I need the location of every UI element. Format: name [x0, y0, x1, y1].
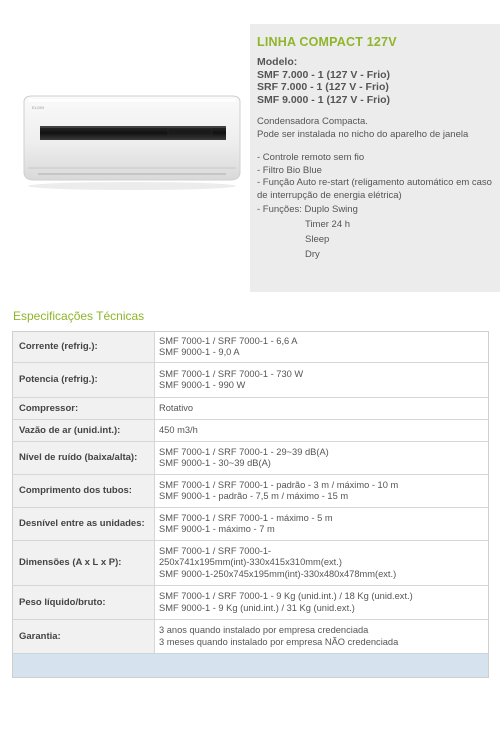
table-row — [13, 442, 489, 475]
table-footer-cell — [13, 654, 489, 678]
description-line: Condensadora Compacta. — [257, 116, 368, 127]
spec-label: Compressor: — [13, 398, 155, 420]
spec-value — [155, 620, 489, 654]
specs-title: Especificações Técnicas — [13, 309, 145, 323]
table-row — [13, 620, 489, 654]
spec-label: Garantia: — [13, 620, 155, 654]
spec-label: Corrente (refrig.): — [13, 332, 155, 363]
spec-line: 3 meses quando instalado por empresa NÃO credenciada — [159, 636, 399, 647]
spec-line: SMF 7000-1 / SRF 7000-1 - padrão - 3 m / máximo - 10 m — [159, 479, 399, 490]
feature-item: - Filtro Bio Blue — [257, 164, 322, 176]
functions-list — [257, 202, 500, 262]
model-item: SRF 7.000 - 1 (127 V - Frio) — [257, 81, 389, 93]
function-item: Sleep — [305, 234, 330, 245]
description-line: Pode ser instalada no nicho do aparelho de janela — [257, 128, 469, 140]
table-row — [13, 420, 489, 442]
spec-line: SMF 7000-1 / SRF 7000-1 - 29~39 dB(A) — [159, 446, 329, 457]
spec-line: SMF 9000-1 - 30~39 dB(A) — [159, 458, 271, 468]
feature-list — [257, 152, 500, 202]
spec-value — [155, 398, 489, 420]
table-row — [13, 586, 489, 620]
spec-line: SMF 9000-1 - 990 W — [159, 380, 246, 390]
spec-line: 250x741x195mm(int)-330x415x310mm(ext.) — [159, 557, 342, 568]
function-item: Timer 24 h — [305, 219, 351, 230]
spec-line: 3 anos quando instalado por empresa credenciada — [159, 625, 369, 635]
table-row — [13, 363, 489, 398]
spec-label: Desnível entre as unidades: — [13, 508, 155, 541]
spec-value — [155, 586, 489, 620]
functions-label: - Funções: Duplo Swing — [257, 204, 358, 215]
spec-line: 450 m3/h — [159, 424, 198, 435]
function-item: Dry — [305, 249, 320, 260]
spec-line: SMF 7000-1 / SRF 7000-1 - 730 W — [159, 368, 304, 379]
table-footer — [13, 654, 489, 678]
model-item: SMF 9.000 - 1 (127 V - Frio) — [257, 93, 391, 106]
spec-line: SMF 7000-1 / SRF 7000-1- — [159, 545, 272, 556]
table-row — [13, 508, 489, 541]
spec-line: SMF 9000-1-250x745x195mm(int)-330x480x478mm(ext.) — [159, 568, 397, 579]
product-info-panel — [250, 24, 500, 292]
spec-value — [155, 332, 489, 363]
spec-value — [155, 508, 489, 541]
spec-label: Dimensões (A x L x P): — [13, 541, 155, 586]
spec-line: Rotativo — [159, 402, 194, 413]
spec-label: Nível de ruído (baixa/alta): — [13, 442, 155, 475]
spec-value — [155, 420, 489, 442]
spec-line: SMF 9000-1 - 9 Kg (unid.int.) / 31 Kg (unid.ext.) — [159, 602, 355, 613]
spec-label: Vazão de ar (unid.int.): — [13, 420, 155, 442]
product-header — [0, 0, 500, 300]
spec-value — [155, 475, 489, 508]
model-item: SMF 7.000 - 1 (127 V - Frio) — [257, 68, 391, 81]
spec-value — [155, 363, 489, 398]
spec-line: SMF 9000-1 - 9,0 A — [159, 347, 240, 357]
spec-line: SMF 7000-1 / SRF 7000-1 - máximo - 5 m — [159, 512, 333, 523]
spec-label: Potencia (refrig.): — [13, 363, 155, 398]
feature-item: - Função Auto re-start (religamento automático em caso de interrupção de energia elétrica) — [257, 177, 492, 201]
spec-line: SMF 7000-1 / SRF 7000-1 - 6,6 A — [159, 335, 298, 346]
product-description — [257, 116, 500, 141]
model-list — [257, 69, 500, 107]
spec-line: SMF 9000-1 - máximo - 7 m — [159, 524, 275, 534]
feature-item: - Controle remoto sem fio — [257, 152, 365, 163]
spec-line: SMF 7000-1 / SRF 7000-1 - 9 Kg (unid.int.) / 18 Kg (unid.ext.) — [159, 591, 413, 601]
air-conditioner-image — [18, 92, 246, 192]
model-heading: Modelo: — [257, 56, 298, 68]
table-row — [13, 332, 489, 363]
spec-label: Comprimento dos tubos: — [13, 475, 155, 508]
spec-line: SMF 9000-1 - padrão - 7,5 m / máximo - 15 m — [159, 491, 349, 501]
product-line-title: LINHA COMPACT 127V — [257, 35, 397, 49]
table-row — [13, 475, 489, 508]
specs-table — [12, 331, 489, 678]
table-row — [13, 398, 489, 420]
spec-label: Peso líquido/bruto: — [13, 586, 155, 620]
spec-value — [155, 442, 489, 475]
spec-value — [155, 541, 489, 586]
table-row — [13, 541, 489, 586]
svg-text:ELGIN: ELGIN — [32, 105, 45, 110]
